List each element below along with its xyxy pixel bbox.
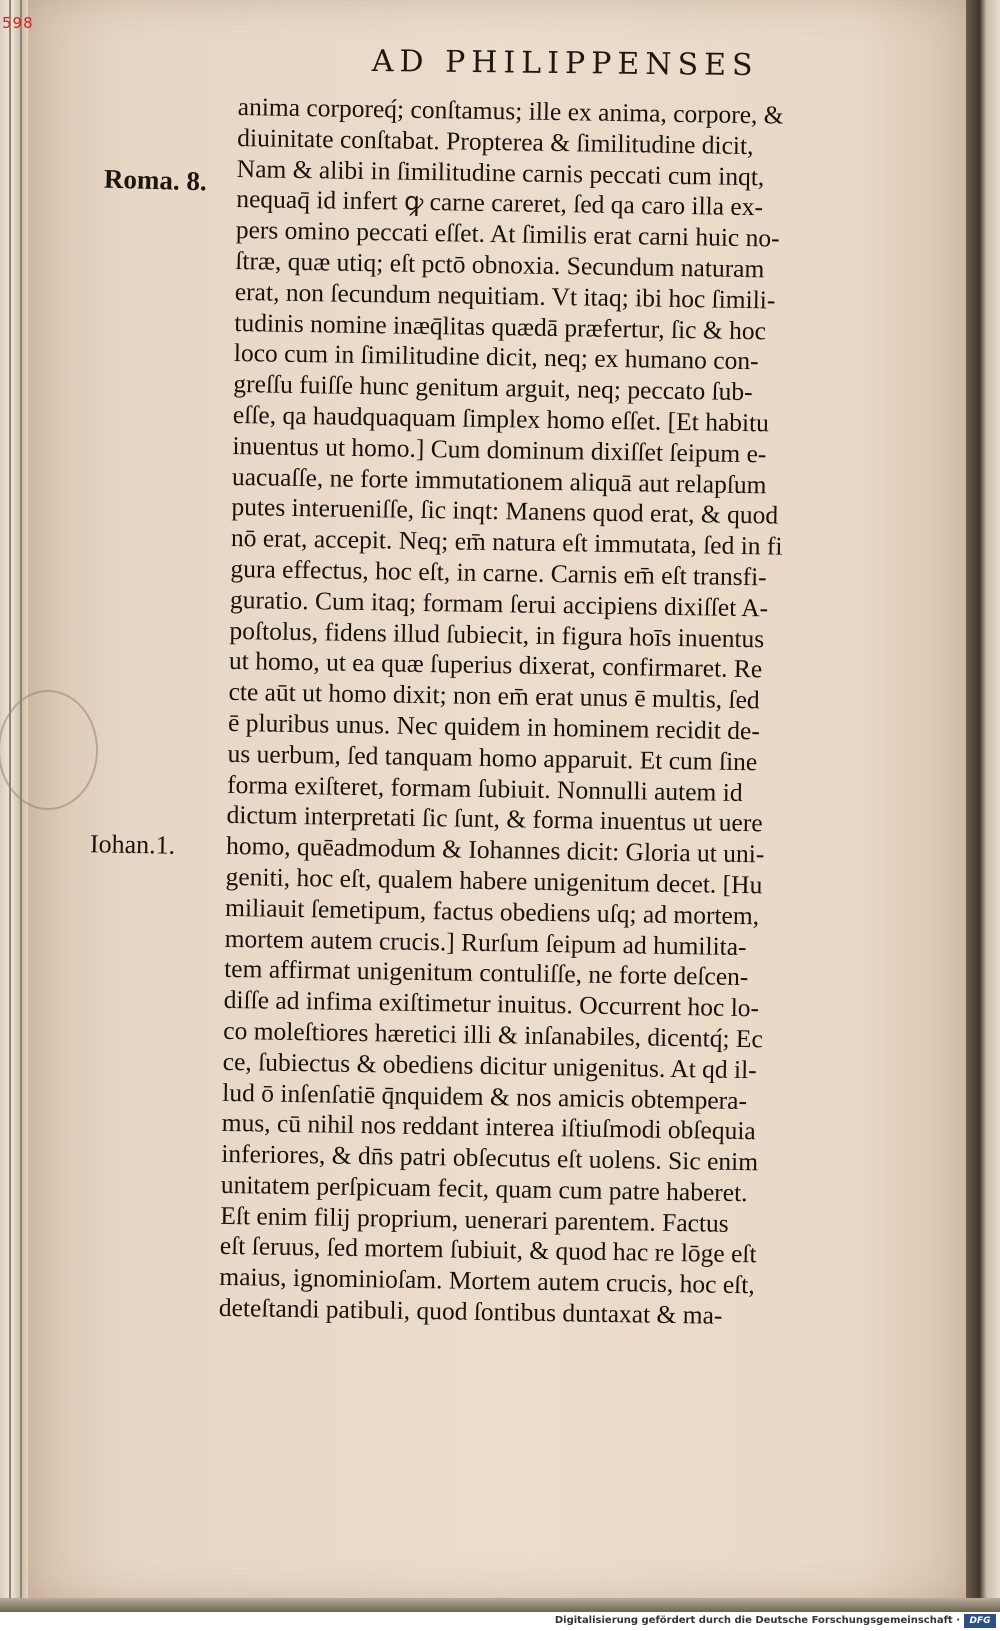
binding-line — [9, 0, 11, 1612]
text-line: greſſu fuiſſe hunc genitum arguit, neq; peccato ſub- — [233, 369, 753, 407]
margin-note-roma: Roma. 8. — [103, 163, 208, 197]
text-line: guratio. Cum itaq; formam ſerui accipiens dixiſſet A- — [229, 584, 769, 623]
text-line: diſſe ad infima exiſtimetur inuitus. Occurrent hoc lo- — [223, 984, 760, 1023]
text-line: miliauit ſemetipum, factus obediens uſq; ad mortem, — [224, 892, 760, 931]
text-line: inuentus ut homo.] Cum dominum dixiſſet ſeipum e- — [232, 430, 767, 469]
text-line: diuinitate conſtabat. Propterea & ſimilitudine dicit, — [237, 122, 754, 160]
text-line: ce, ſubiectus & obediens dicitur unigenitus. At qd il- — [222, 1046, 757, 1084]
text-line: tem affirmat unigenitum contuliſſe, ne forte deſcen- — [223, 954, 749, 992]
text-line: co moleſtiores hæretici illi & inſanabiles, dicentq́; Ec — [223, 1015, 764, 1054]
text-line: unitatem perſpicuam fecit, quam cum patre haberet. — [220, 1169, 748, 1208]
digitization-footer — [0, 1612, 1000, 1631]
text-line: ē pluribus unus. Nec quidem in hominem recidit de- — [227, 707, 761, 746]
text-line: mus, cū nihil nos reddant interea iſtiuſmodi obſequia — [221, 1108, 756, 1146]
text-line: lud ō inſenſatiē q̄nquidem & nos amicis obtempera- — [222, 1077, 748, 1115]
text-line: Nam & alibi in ſimilitudine carnis peccati cum inqt, — [236, 153, 765, 191]
text-line: eſſe, qa haudquaquam ſimplex homo eſſet. [Et habitu — [232, 399, 770, 438]
text-line: tudinis nomine inæq̄litas quædā præfertur, ſic & hoc — [234, 307, 767, 345]
text-line: deteſtandi patibuli, quod ſontibus duntaxat & ma- — [218, 1292, 723, 1330]
text-line: nō erat, accepit. Neq; em̄ natura eſt immutata, ſed in fi — [230, 523, 783, 561]
text-line: maius, ignominioſam. Mortem autem crucis, hoc eſt, — [219, 1262, 755, 1300]
text-line: Eſt enim filij proprium, uenerari parentem. Factus — [220, 1200, 729, 1238]
text-line: us uerbum, ſed tanquam homo apparuit. Et cum ſine — [227, 738, 758, 776]
text-line: ſtræ, quæ utiq; eſt pctō obnoxia. Secundum naturam — [235, 245, 765, 284]
text-line: gura effectus, hoc eſt, in carne. Carnis em̄ eſt transfi- — [230, 553, 767, 592]
margin-note-iohan: Iohan.1. — [89, 829, 176, 860]
text-line: anima corporeq́; conſtamus; ille ex anima, corpore, & — [237, 92, 784, 130]
text-line: homo, quēadmodum & Iohannes dicit: Gloria ut uni- — [225, 831, 765, 869]
text-line: nequaq̄ id infert ꝙ carne careret, ſed qa caro illa ex- — [236, 184, 764, 222]
text-line: ut homo, ut ea quæ ſuperius dixerat, confirmaret. Re — [228, 646, 763, 684]
text-line: geniti, hoc eſt, qualem habere unigenitum decet. [Hu — [225, 861, 763, 900]
text-line: loco cum in ſimilitudine dicit, neq; ex humano con- — [233, 338, 759, 376]
text-line: putes interueniſſe, ſic inqt: Manens quod erat, & quod — [231, 492, 779, 530]
text-line: mortem autem crucis.] Rurſum ſeipum ad humilita- — [224, 923, 747, 961]
text-line: pers omino peccati eſſet. At ſimilis erat carni huic no- — [235, 215, 780, 253]
text-line: poſtolus, fidens illud ſubiecit, in figura hoīs inuentus — [229, 615, 765, 653]
text-line: cte aūt ut homo dixit; non em̄ erat unus ē multis, ſed — [228, 677, 760, 715]
text-line: inferiores, & dn̄s patri obſecutus eſt uolens. Sic enim — [221, 1138, 759, 1177]
text-line: dictum interpretati ſic ſunt, & forma inuentus ut uere — [226, 800, 763, 838]
body-text — [219, 92, 928, 1335]
clasp-shadow — [0, 690, 98, 810]
running-head: AD PHILIPPENSES — [371, 44, 759, 84]
funding-credit: Digitalisierung gefördert durch die Deutsche Forschungsgemeinschaft · — [554, 1615, 960, 1626]
page-edge — [966, 0, 1000, 1600]
binding-line — [20, 0, 22, 1612]
folio-number: 598 — [2, 14, 34, 32]
text-line: erat, non ſecundum nequitiam. Vt itaq; ibi hoc ſimili- — [234, 276, 776, 315]
text-line: forma exiſteret, formam ſubiuit. Nonnulli autem id — [226, 769, 743, 807]
dfg-logo: DFG — [964, 1614, 996, 1628]
book-bottom-edge — [0, 1598, 1000, 1612]
text-line: uacuaſſe, ne forte immutationem aliquā aut relapſum — [231, 461, 767, 499]
text-line: eſt ſeruus, ſed mortem ſubiuit, & quod hac re lōge eſt — [219, 1231, 757, 1269]
book-binding — [0, 0, 31, 1612]
